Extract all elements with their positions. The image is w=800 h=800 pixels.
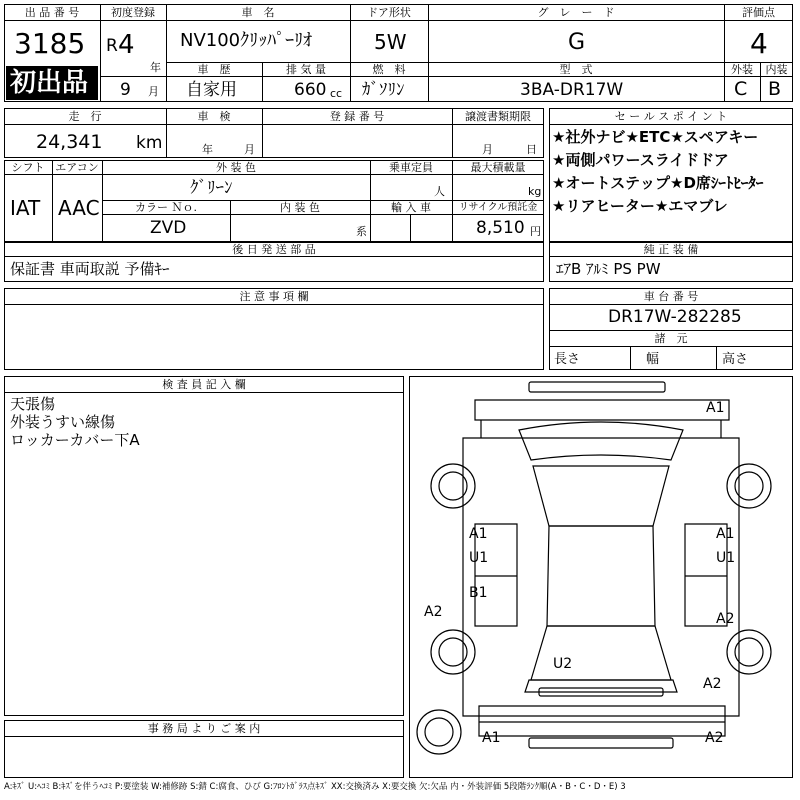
mileage-unit: km (136, 133, 163, 153)
inspection-label: 車 検 (197, 110, 231, 123)
displacement-value: 660 (294, 80, 327, 100)
exterior-rating: C (734, 78, 748, 100)
ext-color-label: 外 装 色 (216, 161, 256, 174)
grade-label: グ レ ー ド (537, 6, 615, 19)
reg-year: 4 (118, 30, 135, 60)
width-label: 幅 (646, 352, 660, 367)
later-parts-label: 後 日 発 送 部 品 (232, 243, 316, 256)
door-type: 5W (374, 30, 407, 54)
selling-points-label: セ ー ル ス ポ イ ン ト (614, 110, 728, 123)
history-label: 車 歴 (197, 63, 231, 76)
height-label: 高さ (722, 352, 749, 367)
lot-number: 3185 (14, 27, 86, 60)
legend-text: A:ｷｽﾞ U:ﾍｺﾐ B:ｷｽﾞを伴うﾍｺﾐ P:要塗装 W:補修跡 S:錆 C:腐食、ひび G:ﾌﾛﾝﾄｶﾞﾗｽ点ｷｽﾞ XX:交換済み X:要交換 欠:欠品 内・外装評価 5段階ﾗﾝｸ順(A・B・C・D・E) 3 (4, 782, 626, 792)
notes-label: 注 意 事 項 欄 (239, 290, 309, 303)
chassis-value: DR17W-282285 (608, 307, 742, 327)
year-unit: 年 (150, 61, 161, 74)
mark-rear-left: A1 (482, 730, 501, 746)
inspector-label: 検 査 員 記 入 欄 (162, 378, 246, 391)
ext-color-value: ｸﾞﾘｰﾝ (190, 178, 233, 198)
int-color-unit: 系 (356, 225, 367, 238)
capacity-label: 乗車定員 (389, 161, 433, 174)
aircon-label: エアコン (55, 161, 99, 174)
mark-right-rear-corner: A2 (703, 676, 722, 692)
history-value: 自家用 (186, 80, 237, 100)
transfer-month-unit: 月 (482, 143, 493, 156)
transfer-day-unit: 日 (526, 143, 537, 156)
inspection-month-unit: 月 (244, 143, 255, 156)
dimensions-label: 諸 元 (654, 332, 688, 345)
max-load-label: 最大積載量 (470, 161, 526, 174)
genuine-equipment-label: 純 正 装 備 (643, 243, 699, 256)
rating-label: 評価点 (742, 6, 775, 19)
door-label: ドア形状 (367, 6, 411, 19)
fuel-label: 燃 料 (372, 63, 406, 76)
interior-label: 内装 (765, 63, 788, 76)
mark-right-rear: A2 (716, 611, 735, 627)
first-reg-label: 初度登録 (111, 6, 155, 19)
mark-right-front-door: A1 (716, 526, 735, 542)
mark-left-front-door-2: U1 (469, 550, 489, 566)
mark-left-front-door: A1 (469, 526, 488, 542)
shift-label: シフト (11, 161, 45, 174)
mark-left-rear-door: B1 (469, 585, 488, 601)
inspector-note-2: 外装うすい線傷 (10, 413, 116, 431)
import-label: 輸 入 車 (391, 201, 431, 214)
mark-rear-right: A2 (705, 730, 724, 746)
recycle-unit: 円 (530, 225, 541, 238)
inspector-note-3: ロッカーカバー下A (10, 431, 140, 449)
month-unit: 月 (148, 85, 159, 98)
lot-no-label: 出 品 番 号 (24, 6, 80, 19)
selling-point-2: ★両側パワースライドドア (552, 151, 729, 169)
genuine-equipment-value: ｴｱB ｱﾙﾐ PS PW (556, 260, 661, 278)
shift-value: IAT (10, 196, 41, 220)
color-no-value: ZVD (150, 218, 187, 238)
first-listing-text: 初出品 (10, 68, 89, 98)
selling-point-3: ★オートステップ★D席ｼｰﾄﾋｰﾀｰ (552, 174, 764, 192)
chassis-label: 車 台 番 号 (643, 290, 699, 303)
aircon-value: AAC (58, 196, 100, 220)
reg-month: 9 (120, 80, 131, 100)
mileage-label: 走 行 (68, 110, 102, 123)
capacity-unit: 人 (434, 185, 445, 198)
fuel-value: ｶﾞｿﾘﾝ (362, 80, 405, 100)
model-label: 型 式 (559, 63, 593, 76)
recycle-value: 8,510 (476, 218, 525, 238)
selling-point-1: ★社外ナビ★ETC★スペアキー (552, 128, 759, 146)
displacement-unit: cc (330, 87, 343, 100)
mileage-value: 24,341 (36, 131, 103, 153)
car-outline-drawing (409, 376, 793, 778)
interior-rating: B (768, 78, 782, 100)
mark-front-top: A1 (706, 400, 725, 416)
exterior-label: 外装 (731, 63, 753, 76)
mark-right-front-door-2: U1 (716, 550, 736, 566)
mark-rear-glass: U2 (553, 656, 573, 672)
max-load-unit: kg (528, 185, 542, 198)
reg-no-label: 登 録 番 号 (329, 110, 385, 123)
displacement-label: 排 気 量 (286, 63, 326, 76)
inspection-year-unit: 年 (202, 143, 213, 156)
grade: G (568, 30, 586, 55)
transfer-label: 譲渡書類期限 (465, 110, 531, 123)
color-no-label: カラー Ｎｏ. (135, 201, 197, 214)
car-name-label: 車 名 (241, 6, 275, 19)
model-value: 3BA-DR17W (520, 80, 624, 100)
recycle-label: リサイクル預託金 (458, 202, 538, 213)
office-label: 事 務 局 よ り ご 案 内 (147, 722, 261, 735)
later-parts-value: 保証書 車両取説 予備ｷｰ (10, 260, 170, 278)
era-letter: R (106, 36, 118, 56)
length-label: 長さ (554, 352, 581, 367)
int-color-label: 内 装 色 (280, 201, 320, 214)
car-name: NV100ｸﾘｯﾊﾟｰﾘｵ (180, 30, 313, 51)
overall-rating: 4 (750, 27, 768, 60)
mark-left-fender: A2 (424, 604, 443, 620)
inspector-note-1: 天張傷 (10, 395, 56, 413)
selling-point-4: ★リアヒーター★エマブレ (552, 197, 728, 215)
